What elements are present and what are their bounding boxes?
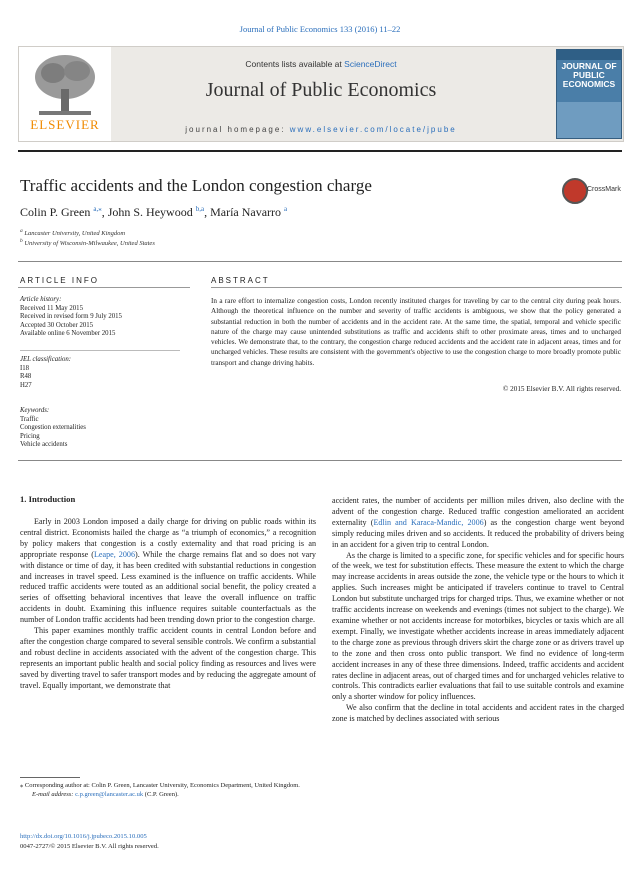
paragraph-text: As the charge is limited to a specific zone, for specific vehicles and for specific hours of the week, we test for substitution effects. These measure the extent to which the charge may increase accidents in areas outside the zone, the vehicle type or the hours to which it applies. Such increases might be anticipated if travelers continue to travel to Central London but substitute uncharged trips for charged trips. Thus, we examine whether or not traffic accidents increase on weekends and evenings (times not subject to the charge). We examine whether or not accidents increase for motorbikes, bicycles or taxis which are all exempt. Finally, we investigate whether accidents increase in areas immediately adjacent to the charge zone as previous through drivers skirt the charge zone or as drivers travel up to the zone and then cross onto public transport. We find no evidence of long-term accident increases in any of these three dimensions. Indeed, traffic accidents and accident rates decline in adjacent areas, out of charged times and for uncharged vehicles relative to controls. This contradicts earlier evaluations that fail to use suitable controls and examine only a shorter window for policy influences. (332, 550, 624, 702)
contents-prefix: Contents lists available at (245, 59, 342, 69)
affiliation-a: $^a$ Lancaster University, United Kingdom (20, 228, 126, 238)
journal-homepage (111, 125, 531, 134)
section-heading: 1. Introduction (20, 494, 76, 504)
paragraph-text: We also confirm that the decline in total accidents and accident rates in the charged zone is matched by declines associated with serious (332, 703, 624, 724)
journal-title: Journal of Public Economics (205, 79, 437, 101)
footnote (20, 782, 316, 799)
citation-link[interactable]: Leape, 2006 (93, 549, 135, 559)
paragraph-text: ). While the charge remains flat and so does not vary with distance or time of day, it has been credited with substantial reductions in congestion and increases in travel speed. Less examined is the influence on traffic accidents. While reduced traffic accidents were touted as an additional social benefit, the policy created a series of offsetting behavioral incentives that leave the overall influence on traffic accidents in doubt. Examining this influence requires suitable counterfactuals as the number of London traffic accidents had been trending down prior to the congestion charge. (20, 549, 316, 625)
elsevier-tree-icon (33, 51, 97, 117)
keywords: Keywords: Traffic Congestion externalities Pricing Vehicle accidents (20, 407, 86, 449)
abstract-copyright: © 2015 Elsevier B.V. All rights reserved. (502, 385, 621, 393)
citation-link[interactable]: Edlin and Karaca-Mandic, 2006 (373, 517, 484, 527)
front-matter-rule (18, 460, 622, 461)
elsevier-logo[interactable] (19, 47, 111, 141)
journal-citation[interactable]: Journal of Public Economics 133 (2016) 11–22 (239, 24, 401, 34)
article-info-heading: ARTICLE INFO (20, 276, 99, 285)
info-divider (20, 350, 180, 351)
doi-link[interactable]: http://dx.doi.org/10.1016/j.jpubeco.2015.10.005 (20, 833, 147, 840)
homepage-link[interactable]: www.elsevier.com/locate/jpube (289, 125, 457, 134)
cover-title: JOURNAL OF PUBLIC ECONOMICS (561, 61, 617, 89)
author-name[interactable]: John S. Heywood (107, 205, 196, 219)
paragraph-text: ) as the congestion charge went beyond simply reducing miles driven and so accidents. It reduced the probability of drivers being in an accident for a given trip to central London. (332, 517, 625, 549)
homepage-prefix: journal homepage: (185, 125, 286, 134)
paragraph (332, 551, 624, 704)
crossmark-icon[interactable] (562, 178, 588, 204)
body-column-left (20, 517, 316, 692)
jel-classification: JEL classification: I18 R48 H27 (20, 356, 72, 389)
email-line: E-mail address: c.p.green@lancaster.ac.uk (C.P. Green). (32, 790, 179, 798)
body-column-right (332, 496, 624, 725)
paragraph (20, 517, 316, 626)
abstract-rule (211, 287, 622, 288)
author-affiliation-marker[interactable]: b,a (195, 205, 205, 213)
publisher-name: ELSEVIER (30, 117, 100, 132)
author-separator: , (101, 205, 108, 219)
author-list (20, 205, 287, 220)
abstract-heading: ABSTRACT (211, 276, 270, 285)
author-affiliation-marker[interactable]: a,⁎ (93, 205, 102, 213)
article-title: Traffic accidents and the London congestion charge (20, 176, 372, 195)
journal-cover-thumbnail[interactable] (556, 49, 622, 139)
paragraph (332, 496, 624, 551)
corresponding-author: ⁎ Corresponding author at: Colin P. Green, Lancaster University, Economics Department, United Kingdom. (20, 782, 300, 789)
footnote-rule (20, 777, 80, 778)
article-info-rule (18, 287, 190, 288)
author-name[interactable]: María Navarro (210, 205, 285, 219)
author-affiliation-marker[interactable]: a (284, 205, 288, 213)
title-rule (18, 261, 622, 262)
paragraph (332, 703, 624, 725)
issn-copyright: 0047-2727/© 2015 Elsevier B.V. All rights reserved. (20, 843, 159, 850)
sciencedirect-link[interactable]: ScienceDirect (344, 59, 397, 69)
paragraph-text: accident rates, the number of accidents per million miles driven, also decline with the advent of the congestion charge. Reduced traffic congestion ameliorated an accident externality ( (332, 496, 624, 527)
email-link[interactable]: c.p.green@lancaster.ac.uk (75, 790, 144, 798)
header-rule (18, 150, 622, 152)
article-history: Article history: Received 11 May 2015 Received in revised form 9 July 2015 Accepted 30 October 2015 Available online 6 November 2015 (20, 296, 122, 338)
paragraph (20, 626, 316, 691)
abstract-text: In a rare effort to internalize congestion costs, London recently instituted charges for traveling by car to the central city during peak hours. Although the theoretical influence on the number and severity of traffic accidents is ambiguous, we show that the policy generated a substantial reduction in both the number of accidents and in the accident rate. At the same time, the spatial, temporal and vehicle specific nature of the charge may cause unintended substitutions as traffic and accidents shift to other proximate areas, times and to uncharged vehicles. We demonstrate that, to the contrary, the congestion charge reduced accidents and the accident rate in adjacent areas, times and for uncharged vehicles. These results are consistent with the government's objective to use the congestion charge to more broadly promote public transport and change driving habits. (211, 297, 621, 367)
author-separator: , (204, 205, 211, 219)
crossmark-label[interactable]: CrossMark (587, 186, 621, 193)
journal-masthead (18, 46, 624, 142)
affiliation-b: $^b$ University of Wisconsin-Milwaukee, United States (20, 238, 155, 248)
paragraph-text: Early in 2003 London imposed a daily charge for driving on public roads within its central district. Economists hailed the charge as “a triumph of economics,” a recognition by policy makers that congestion is a costly externality and that road pricing is an appropriate response ( (20, 517, 316, 559)
author-name[interactable]: Colin P. Green (20, 205, 94, 219)
paragraph-text: This paper examines monthly traffic accident counts in central London before and after the congestion charge compared to several sensible controls. We confirm a substantial and robust decline in accidents associated with the advent of the congestion charge. This represents an important public health and social policy finding as resources and lives were saved by diverting travel to safer transport modes and by reducing the aggregate amount of travel. Equally important, we demonstrate that (20, 626, 316, 690)
contents-line (111, 59, 531, 69)
